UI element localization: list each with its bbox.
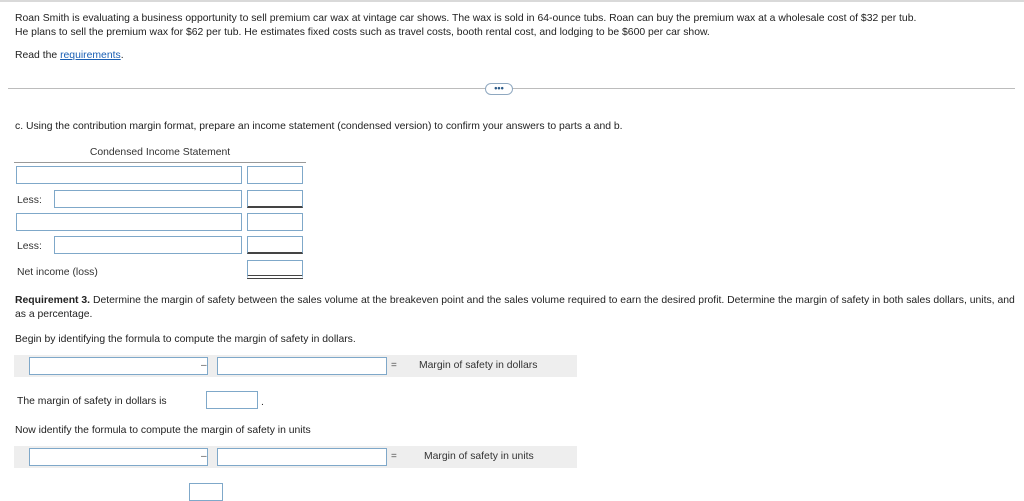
less-label-1: Less: [17, 195, 42, 206]
fixed-costs-amount-input[interactable] [247, 236, 303, 254]
expand-ellipsis-button[interactable]: ••• [485, 83, 513, 95]
less-label-2: Less: [17, 241, 42, 252]
read-suffix: . [120, 50, 124, 61]
equals-sign: = [391, 360, 397, 371]
part-c-instruction: c. Using the contribution margin format, prepare an income statement (condensed version) to confirm your answers to parts a and b. [15, 121, 623, 132]
begin-instruction: Begin by identifying the formula to compute the margin of safety in dollars. [15, 334, 356, 345]
net-income-amount-input[interactable] [247, 260, 303, 279]
mos-dollars-label: The margin of safety in dollars is [17, 396, 167, 407]
net-income-label: Net income (loss) [17, 267, 98, 278]
formula-units-input-1[interactable] [29, 448, 208, 466]
revenue-amount-input[interactable] [247, 166, 303, 184]
minus-sign: – [201, 451, 207, 462]
now-instruction: Now identify the formula to compute the margin of safety in units [15, 425, 311, 436]
formula-dollars-input-2[interactable] [217, 357, 387, 375]
formula-units-input-2[interactable] [217, 448, 387, 466]
variable-costs-label-input[interactable] [54, 190, 242, 208]
read-requirements [15, 50, 124, 61]
problem-intro [15, 12, 1015, 40]
read-prefix: Read the [15, 50, 61, 61]
fixed-costs-label-input[interactable] [54, 236, 242, 254]
equals-sign: = [391, 451, 397, 462]
period: . [261, 397, 264, 408]
contribution-margin-amount-input[interactable] [247, 213, 303, 231]
revenue-label-input[interactable] [16, 166, 242, 184]
intro-line-1: Roan Smith is evaluating a business opportunity to sell premium car wax at vintage car shows. The wax is sold in 64-ounce tubs. Roan can buy the premium wax at a wholesale cost of $32 per tub. [15, 13, 917, 24]
requirement-3-heading: Requirement 3. [15, 295, 91, 306]
requirement-3-text: Determine the margin of safety between the sales volume at the breakeven point and the sales volume required to earn the desired profit. Determine the margin of safety in both sales dollars, units, and as a percentage. [15, 295, 1015, 320]
intro-line-2: He plans to sell the premium wax for $62 per tub. He estimates fixed costs such as travel costs, booth rental cost, and lodging to be $600 per car show. [15, 27, 710, 38]
contribution-margin-label-input[interactable] [16, 213, 242, 231]
requirements-link[interactable]: requirements [60, 50, 121, 61]
minus-sign: – [201, 360, 207, 371]
formula-units-result-label: Margin of safety in units [424, 451, 534, 462]
variable-costs-amount-input[interactable] [247, 190, 303, 208]
formula-row-dollars [14, 355, 577, 377]
mos-units-input[interactable] [189, 483, 223, 501]
mos-dollars-input[interactable] [206, 391, 258, 409]
formula-row-units [14, 446, 577, 468]
top-border [0, 0, 1024, 2]
requirement-3 [15, 294, 1015, 322]
income-statement-title: Condensed Income Statement [89, 147, 231, 158]
formula-dollars-input-1[interactable] [29, 357, 208, 375]
income-statement-header-rule [14, 162, 306, 163]
formula-dollars-result-label: Margin of safety in dollars [419, 360, 538, 371]
